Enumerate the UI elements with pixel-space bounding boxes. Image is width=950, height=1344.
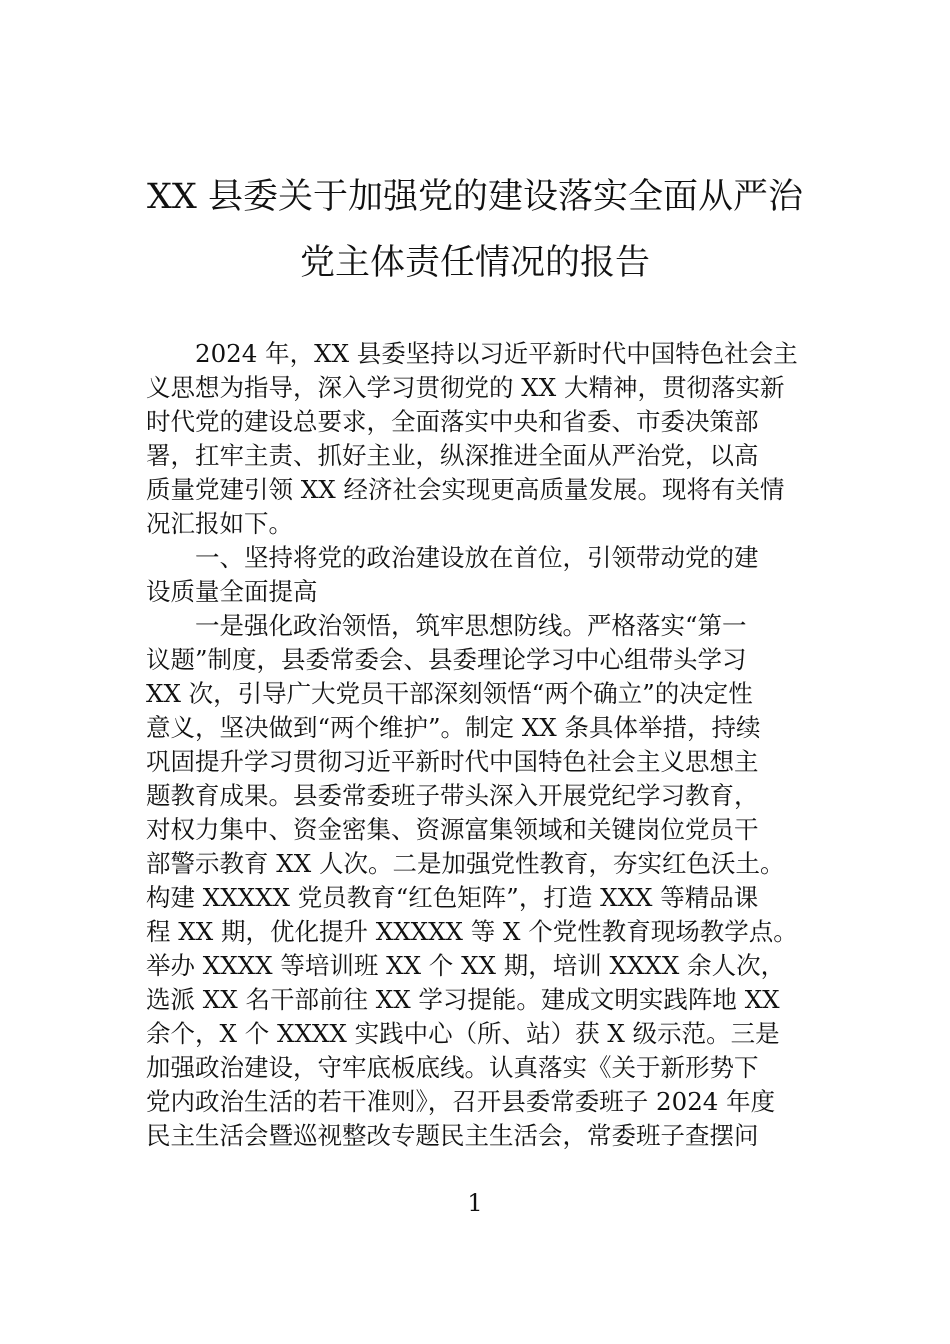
section-heading-line: 设质量全面提高 [146, 577, 318, 606]
paragraph-line: 议题”制度，县委常委会、县委理论学习中心组带头学习 [146, 645, 747, 674]
paragraph-line: 质量党建引领 XX 经济社会实现更高质量发展。现将有关情 [146, 475, 785, 504]
paragraph-line: 部警示教育 XX 人次。二是加强党性教育，夯实红色沃土。 [146, 849, 785, 878]
paragraph-line: 2024 年，XX 县委坚持以习近平新时代中国特色社会主 [195, 339, 798, 368]
paragraph-line: 对权力集中、资金密集、资源富集领域和关键岗位党员干 [146, 815, 759, 844]
document-body [146, 337, 808, 1153]
paragraph-line: 巩固提升学习贯彻习近平新时代中国特色社会主义思想主 [146, 747, 759, 776]
paragraph-line: 时代党的建设总要求，全面落实中央和省委、市委决策部 [146, 407, 759, 436]
paragraph-line: 选派 XX 名干部前往 XX 学习提能。建成文明实践阵地 XX [146, 985, 780, 1014]
section-heading-line: 一、坚持将党的政治建设放在首位，引领带动党的建 [195, 543, 759, 572]
paragraph-line: 构建 XXXXX 党员教育“红色矩阵”，打造 XXX 等精品课 [146, 883, 759, 912]
paragraph-line: 民主生活会暨巡视整改专题民主生活会，常委班子查摆问 [146, 1121, 759, 1150]
paragraph-line: 题教育成果。县委常委班子带头深入开展党纪学习教育， [146, 781, 759, 810]
paragraph-line: 程 XX 期，优化提升 XXXXX 等 X 个党性教育现场教学点。 [146, 917, 798, 946]
paragraph-line: 党内政治生活的若干准则》，召开县委常委班子 2024 年度 [146, 1087, 776, 1116]
paragraph-line: 余个，X 个 XXXX 实践中心（所、站）获 X 级示范。三是 [146, 1019, 780, 1048]
paragraph-line: 加强政治建设，守牢底板底线。认真落实《关于新形势下 [146, 1053, 759, 1082]
paragraph-line: 况汇报如下。 [146, 509, 293, 538]
document-title-line-2: 党主体责任情况的报告 [299, 243, 650, 283]
paragraph-line: 意义，坚决做到“两个维护”。制定 XX 条具体举措，持续 [146, 713, 761, 742]
paragraph-line: 署，扛牢主责、抓好主业，纵深推进全面从严治党，以高 [146, 441, 759, 470]
paragraph-line: XX 次，引导广大党员干部深刻领悟“两个确立”的决定性 [146, 679, 753, 708]
paragraph-line: 举办 XXXX 等培训班 XX 个 XX 期，培训 XXXX 余人次， [146, 951, 786, 980]
document-title-line-1: XX 县委关于加强党的建设落实全面从严治 [147, 177, 803, 217]
paragraph-line: 义思想为指导，深入学习贯彻党的 XX 大精神，贯彻落实新 [146, 373, 785, 402]
page-number: 1 [467, 1189, 483, 1217]
paragraph-line: 一是强化政治领悟，筑牢思想防线。严格落实“第一 [195, 611, 747, 640]
